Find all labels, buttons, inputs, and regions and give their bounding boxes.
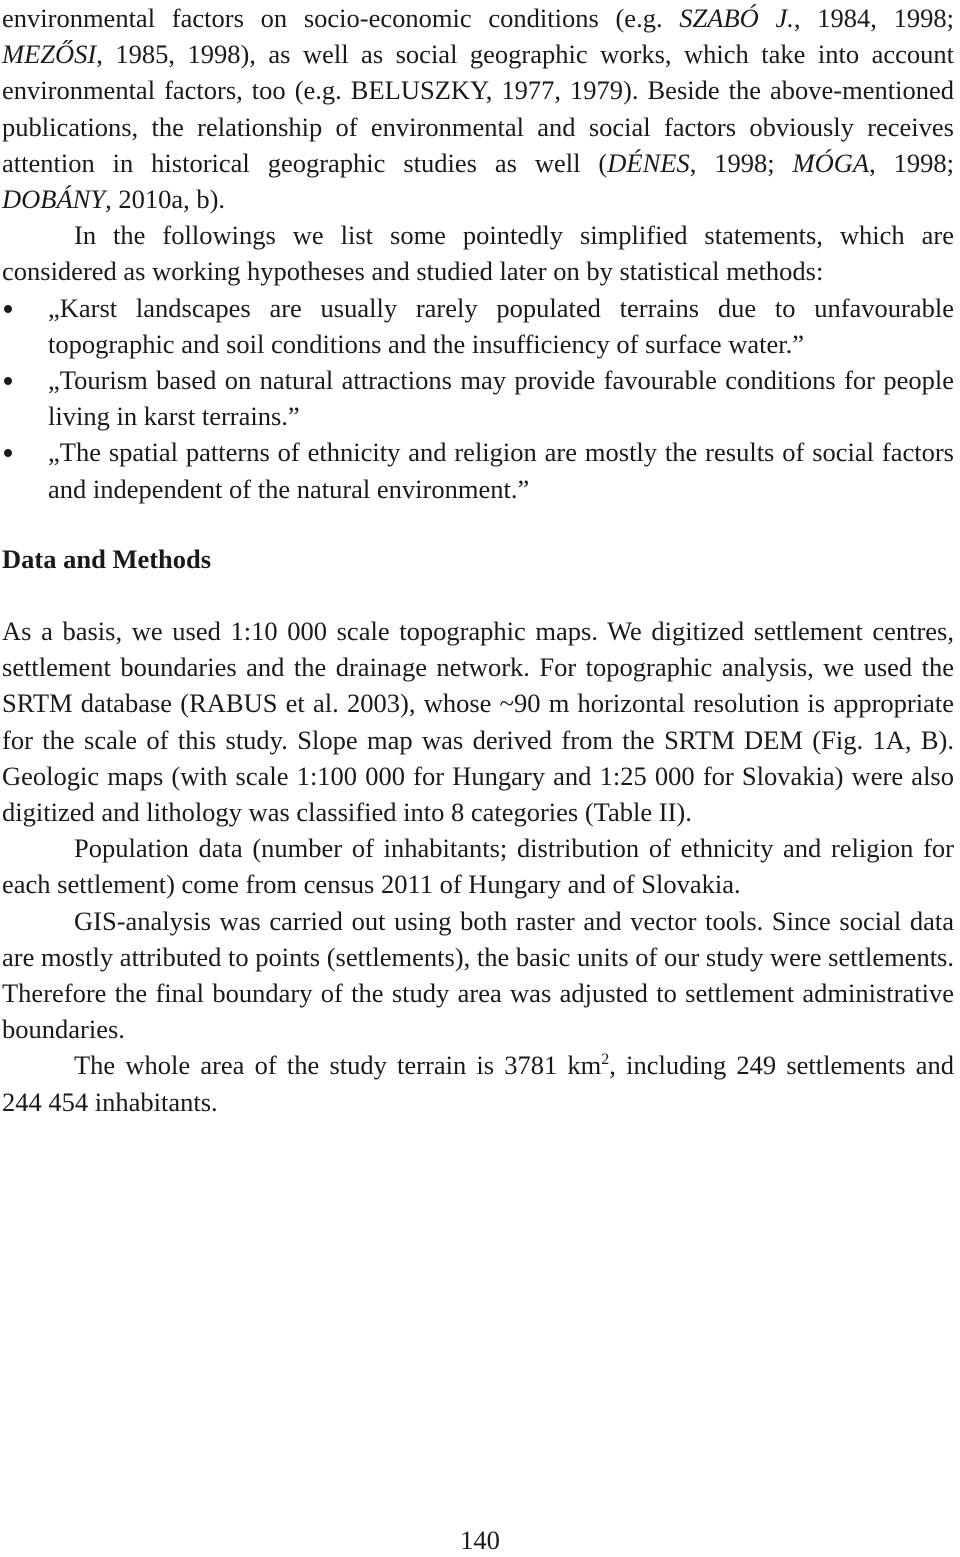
intro-paragraph	[2, 0, 954, 217]
bullet-icon	[4, 377, 12, 385]
hypotheses-list	[2, 290, 954, 507]
hypotheses-intro-paragraph: In the followings we list some pointedly simplified statements, which are considered as working hypotheses and studied later on by statistical methods:	[2, 220, 954, 287]
hypothesis-item	[2, 290, 954, 362]
methods-text: , including 249 settlements and 244 454 inhabitants.	[2, 1050, 954, 1117]
superscript: 2	[601, 1051, 610, 1069]
methods-paragraph-1: As a basis, we used 1:10 000 scale topographic maps. We digitized settlement centres, settlement boundaries and the drainage network. For topographic analysis, we used the SRTM database (RABUS et al. 2003), whose ~90 m horizontal resolution is appropriate for the scale of this study. Slope map was derived from the SRTM DEM (Fig. 1A, B). Geologic maps (with scale 1:100 000 for Hungary and 1:25 000 for Slovakia) were also digitized and lithology was classified into 8 categories (Table II).	[2, 616, 954, 828]
citation-author: DÉNES	[607, 147, 690, 178]
intro-text: environmental factors on socio-economic conditions (e.g.	[2, 3, 680, 33]
citation-author: SZABÓ J.	[679, 3, 794, 33]
intro-text: , 1998;	[689, 147, 793, 178]
page-body	[2, 0, 954, 1120]
bullet-icon	[4, 449, 12, 457]
hypothesis-text: „Karst landscapes are usually rarely populated terrains due to unfavourable topographic and soil conditions and the insufficiency of surface water.”	[48, 292, 954, 359]
methods-text: The whole area of the study terrain is 3781 km	[74, 1050, 602, 1081]
intro-text: , 1984, 1998;	[793, 3, 954, 33]
citation-author: MEZŐSI	[2, 39, 97, 70]
methods-paragraph-3: GIS-analysis was carried out using both raster and vector tools. Since social data are mostly attributed to points (settlements), the basic units of our study were settlements. Therefore the final boundary of the study area was adjusted to settlement administrative boundaries.	[2, 905, 954, 1045]
intro-text: , 1998;	[869, 147, 954, 178]
hypothesis-item	[2, 362, 954, 434]
page-number: 140	[460, 1525, 500, 1555]
bullet-icon	[4, 305, 12, 313]
hypothesis-text: „The spatial patterns of ethnicity and religion are mostly the results of social factors and independent of the natural environment.”	[48, 437, 954, 504]
intro-text: , 1985, 1998), as well as social geographic works, which take into account environmental factors, too (e.g. BELUSZKY, 1977, 1979). Beside the above-mentioned publications, the relationship of environmental and social factors obviously receives attention in historical geographic studies as well (	[2, 39, 954, 178]
hypothesis-text: „Tourism based on natural attractions may provide favourable conditions for people living in karst terrains.”	[48, 365, 954, 432]
citation-author: DOBÁNY	[2, 184, 106, 215]
citation-author: MÓGA	[792, 147, 870, 178]
intro-text: , 2010a, b).	[105, 184, 226, 215]
methods-paragraph-2: Population data (number of inhabitants; distribution of ethnicity and religion for each settlement) come from census 2011 of Hungary and of Slovakia.	[2, 833, 954, 900]
methods-paragraph-4	[2, 1047, 954, 1119]
hypothesis-item	[2, 434, 954, 506]
section-heading: Data and Methods	[2, 543, 212, 574]
